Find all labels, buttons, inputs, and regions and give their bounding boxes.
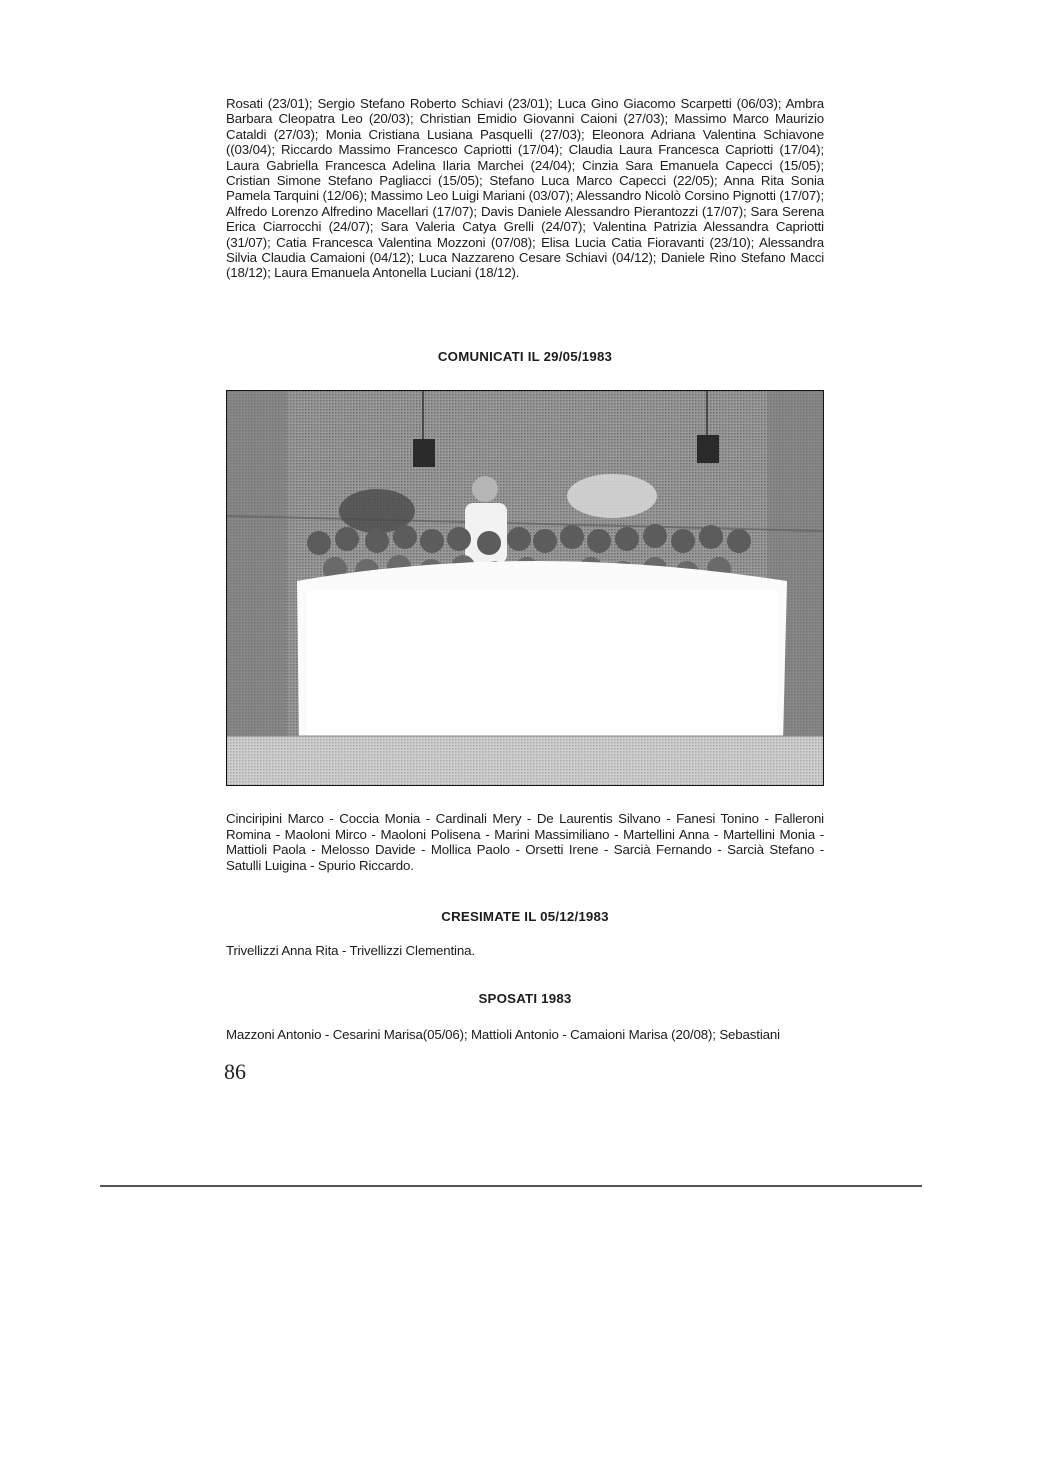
intro-paragraph: Rosati (23/01); Sergio Stefano Roberto Schiavi (23/01); Luca Gino Giacomo Scarpetti (06/03); Ambra Barbara Cleopatra Leo (20/03); Christian Emidio Giovanni Caioni (27/03); Massimo Marco Maurizio Cataldi (27/03); Monia Cristiana Lusiana Pasquelli (27/03); Eleonora Adriana Valentina Schiavone ((03/04); Riccardo Massimo Francesco Capriotti (17/04); Claudia Laura Francesca Capriotti (17/04); Laura Gabriella Francesca Adelina Ilaria Marchei (24/04); Cinzia Sara Emanuela Capecci (15/05); Cristian Simone Stefano Pagliacci (15/05); Stefano Luca Marco Capecci (22/05); Anna Rita Sonia Pamela Tarquini (12/06); Massimo Leo Luigi Mariani (03/07); Alessandro Nicolò Corsino Pignotti (17/07); Alfredo Lorenzo Alfredino Macellari (17/07); Davis Daniele Alessandro Pierantozzi (17/07); Sara Serena Erica Ciarrocchi (24/07); Sara Valeria Catya Grelli (24/07); Valentina Patrizia Alessandra Capriotti (31/07); Catia Francesca Valentina Mozzoni (07/08); Elisa Lucia Catia Fioravanti (23/10); Alessandra Silvia Claudia Camaioni (04/12); Luca Nazzareno Cesare Schiavi (04/12); Daniele Rino Stefano Macci (18/12); Laura Emanuela Antonella Luciani (18/12). xyxy=(226,96,824,281)
page-number: 86 xyxy=(224,1059,246,1084)
sposati-heading: SPOSATI 1983 xyxy=(478,991,572,1006)
bottom-divider xyxy=(100,1185,922,1187)
comunicati-heading: COMUNICATI IL 29/05/1983 xyxy=(437,349,613,364)
group-photo xyxy=(226,390,824,786)
group-photo-image xyxy=(227,391,823,785)
sposati-names: Mazzoni Antonio - Cesarini Marisa(05/06); Mattioli Antonio - Camaioni Marisa (20/08); Sebastiani xyxy=(226,1027,780,1042)
cresimate-names: Trivellizzi Anna Rita - Trivellizzi Clementina. xyxy=(226,943,475,958)
cresimate-heading: CRESIMATE IL 05/12/1983 xyxy=(441,909,609,924)
comunicati-names: Cinciripini Marco - Coccia Monia - Cardinali Mery - De Laurentis Silvano - Fanesi Tonino - Falleroni Romina - Maoloni Mirco - Maoloni Polisena - Marini Massimiliano - Martellini Anna - Martellini Monia - Mattioli Paola - Melosso Davide - Mollica Paolo - Orsetti Irene - Sarcià Fernando - Sarcià Stefano - Satulli Luigina - Spurio Riccardo. xyxy=(226,811,824,873)
